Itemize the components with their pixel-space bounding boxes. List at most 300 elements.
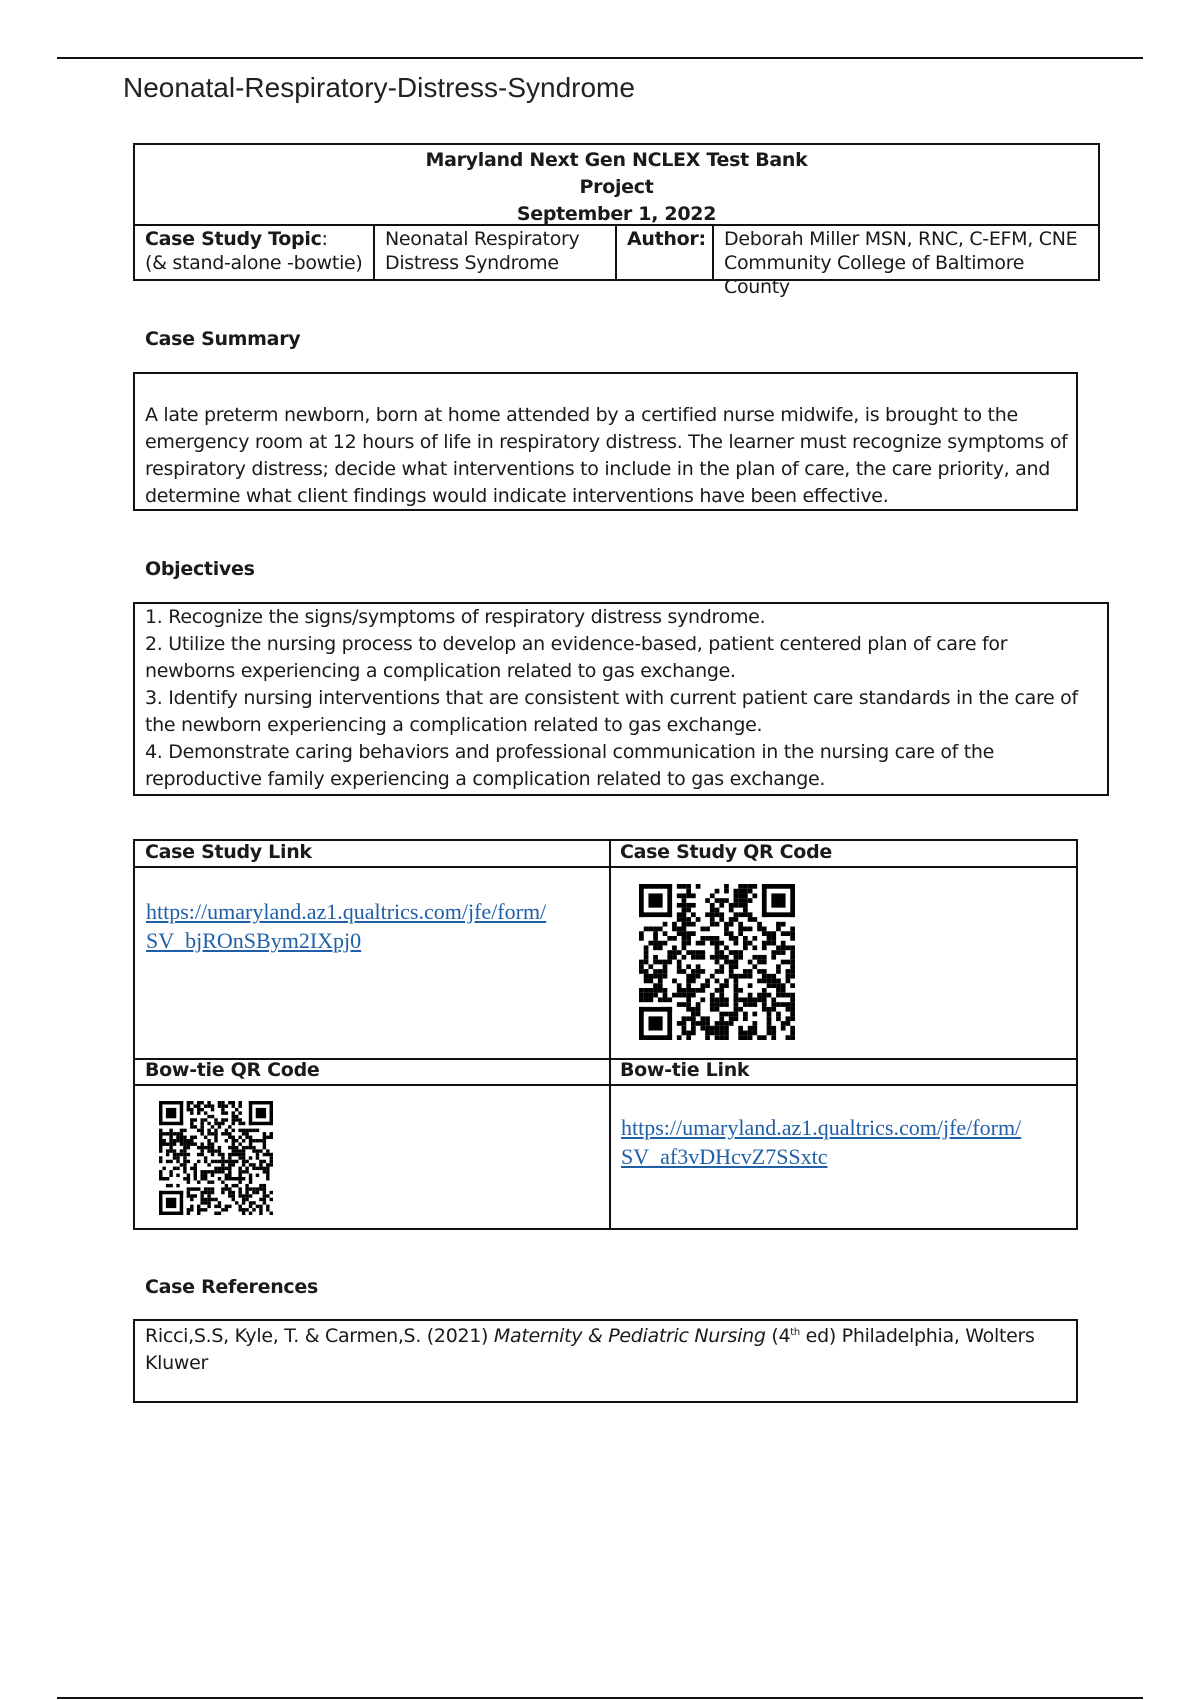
qr-module [242, 1149, 245, 1152]
qr-module [238, 1194, 241, 1197]
header-table [133, 143, 1100, 298]
qr-module [200, 1174, 203, 1177]
qr-module [214, 1212, 217, 1215]
bowtie-link-line2[interactable]: SV_af3vDHcvZ7SSxtc [621, 1144, 828, 1169]
qr-module [663, 974, 668, 979]
qr-module [159, 1146, 162, 1149]
qr-module [776, 950, 781, 955]
qr-module [183, 1139, 186, 1142]
qr-module [748, 917, 753, 922]
qr-module [663, 960, 668, 965]
qr-module [748, 993, 753, 998]
qr-module [252, 1167, 255, 1170]
qr-module [169, 1184, 172, 1187]
qr-module [242, 1132, 245, 1135]
qr-module [748, 884, 753, 889]
qr-module [235, 1184, 238, 1187]
qr-module [238, 1149, 241, 1152]
qr-module [710, 997, 715, 1002]
qr-module [225, 1129, 228, 1132]
qr-module [658, 927, 663, 932]
qr-module [738, 884, 743, 889]
qr-module [211, 1174, 214, 1177]
qr-module [162, 1139, 165, 1142]
qr-module [715, 988, 720, 993]
qr-module [266, 1149, 269, 1152]
qr-module [162, 1132, 165, 1135]
qr-module [221, 1108, 224, 1111]
qr-module [686, 941, 691, 946]
qr-module [644, 993, 649, 998]
qr-module [190, 1198, 193, 1201]
qr-module [194, 1163, 197, 1166]
qr-module [242, 1156, 245, 1159]
qr-module [700, 997, 705, 1002]
qr-module [767, 1031, 772, 1036]
qr-module [691, 955, 696, 960]
author-line1: Deborah Miller MSN, RNC, C-EFM, CNE [724, 228, 1078, 250]
qr-module [677, 931, 682, 936]
qr-module [710, 1026, 715, 1031]
qr-module [204, 1208, 207, 1211]
qr-module [194, 1177, 197, 1180]
qr-module [776, 1016, 781, 1021]
qr-module [767, 983, 772, 988]
qr-module [724, 955, 729, 960]
qr-module [200, 1191, 203, 1194]
qr-module [249, 1174, 252, 1177]
qr-module [169, 1160, 172, 1163]
qr-module [639, 960, 644, 965]
qr-module [194, 1104, 197, 1107]
qr-module [194, 1187, 197, 1190]
qr-module [757, 922, 762, 927]
qr-module [743, 936, 748, 941]
qr-module [667, 936, 672, 941]
case-study-link-header: Case Study Link [145, 841, 312, 863]
qr-module [682, 945, 687, 950]
author-value-cell [714, 226, 1098, 298]
qr-module [232, 1191, 235, 1194]
qr-module [256, 1187, 259, 1190]
qr-module [644, 950, 649, 955]
qr-module [682, 1016, 687, 1021]
qr-module [214, 1149, 217, 1152]
qr-module [176, 1132, 179, 1135]
qr-module [705, 898, 710, 903]
qr-module [748, 941, 753, 946]
qr-module [245, 1191, 248, 1194]
qr-module [225, 1208, 228, 1211]
qr-module [221, 1170, 224, 1173]
qr-module [183, 1167, 186, 1170]
qr-module [667, 884, 672, 917]
qr-module [658, 969, 663, 974]
qr-module [696, 917, 701, 922]
qr-module [743, 884, 748, 889]
qr-module [266, 1170, 269, 1173]
qr-module [790, 1035, 795, 1040]
case-references-box [133, 1319, 1078, 1403]
qr-module [762, 969, 767, 974]
qr-module [648, 893, 662, 907]
qr-module [190, 1194, 193, 1197]
qr-module [197, 1101, 200, 1104]
qr-module [238, 1153, 241, 1156]
qr-module [204, 1201, 207, 1204]
qr-module [207, 1139, 210, 1142]
qr-module [790, 960, 795, 965]
qr-module [207, 1194, 210, 1197]
qr-module [771, 941, 776, 946]
qr-module [266, 1136, 269, 1139]
qr-module [259, 1187, 262, 1190]
qr-module [221, 1160, 224, 1163]
qr-module [187, 1177, 190, 1180]
qr-module [245, 1132, 248, 1135]
qr-module [700, 955, 705, 960]
qr-module [183, 1146, 186, 1149]
qr-module [686, 908, 691, 913]
bowtie-link[interactable] [621, 1113, 1021, 1171]
qr-module [183, 1142, 186, 1145]
qr-module [677, 950, 682, 955]
qr-module [259, 1184, 262, 1187]
qr-module [743, 1002, 748, 1007]
qr-module [235, 1149, 238, 1152]
qr-module [644, 927, 649, 932]
qr-module [781, 1002, 786, 1007]
qr-module [256, 1205, 259, 1208]
qr-module [686, 988, 691, 993]
qr-module [748, 927, 753, 932]
qr-module [228, 1174, 231, 1177]
qr-module [218, 1201, 221, 1204]
qr-module [776, 1012, 781, 1017]
qr-module [249, 1142, 252, 1145]
qr-module [221, 1132, 224, 1135]
qr-module [200, 1170, 203, 1173]
objective-item: 1. Recognize the signs/symptoms of respiratory distress syndrome. [145, 606, 766, 628]
qr-module [762, 912, 795, 917]
qr-module [232, 1139, 235, 1142]
case-study-qr-header: Case Study QR Code [620, 841, 832, 863]
qr-module [743, 945, 748, 950]
qr-module [729, 936, 734, 941]
case-summary-text: A late preterm newborn, born at home attended by a certified nurse midwife, is brought to the emergency room at 12 hours of life in respiratory distress. The learner must recognize symptoms of respiratory distress; decide what interventions to include in the plan of care, the care priority, and determine what client findings would indicate interventions have been effective. [145, 404, 1068, 507]
qr-module [715, 1035, 720, 1040]
qr-module [218, 1177, 221, 1180]
qr-module [169, 1170, 172, 1173]
qr-module [270, 1156, 273, 1159]
qr-module [653, 974, 658, 979]
qr-module [263, 1187, 266, 1190]
qr-module [242, 1129, 245, 1132]
qr-module [225, 1167, 228, 1170]
qr-module [214, 1129, 217, 1132]
qr-module [180, 1101, 183, 1125]
qr-module [738, 1026, 743, 1031]
qr-module [767, 931, 772, 936]
qr-module [639, 1007, 644, 1040]
objectives-label: Objectives [145, 558, 255, 580]
qr-module [790, 969, 795, 974]
qr-module [724, 884, 729, 889]
qr-module [263, 1198, 266, 1201]
qr-module [682, 908, 687, 913]
qr-module [639, 1035, 672, 1040]
qr-module [648, 927, 653, 932]
qr-module [166, 1108, 176, 1118]
qr-module [242, 1170, 245, 1173]
qr-module [218, 1160, 221, 1163]
qr-module [686, 917, 691, 922]
qr-module [204, 1156, 207, 1159]
qr-module [719, 1026, 724, 1031]
qr-module [211, 1160, 214, 1163]
qr-module [180, 1142, 183, 1145]
qr-module [691, 893, 696, 898]
qr-module [200, 1149, 203, 1152]
qr-module [781, 988, 786, 993]
qr-module [197, 1180, 200, 1183]
qr-module [691, 1021, 696, 1026]
qr-module [242, 1122, 245, 1125]
qr-module [169, 1174, 172, 1177]
qr-module [734, 983, 739, 988]
qr-module [715, 1002, 720, 1007]
qr-module [696, 974, 701, 979]
qr-module [786, 1021, 791, 1026]
qr-module [194, 1118, 197, 1121]
qr-module [715, 950, 720, 955]
qr-module [667, 960, 672, 965]
qr-module [767, 1012, 772, 1017]
qr-module [187, 1208, 190, 1211]
qr-module [790, 950, 795, 955]
qr-module [677, 988, 682, 993]
qr-module [221, 1156, 224, 1159]
qr-module [190, 1118, 193, 1121]
header-title-line1: Maryland Next Gen NCLEX Test Bank [425, 149, 808, 171]
qr-module [242, 1163, 245, 1166]
qr-module [238, 1205, 241, 1208]
qr-module [221, 1187, 224, 1190]
qr-module [176, 1160, 179, 1163]
qr-module [270, 1160, 273, 1163]
qr-module [245, 1194, 248, 1197]
qr-module [187, 1142, 190, 1145]
case-study-link-line1[interactable]: https://umaryland.az1.qualtrics.com/jfe/form/ [146, 899, 547, 924]
bowtie-link-line1[interactable]: https://umaryland.az1.qualtrics.com/jfe/form/ [621, 1115, 1022, 1140]
qr-module [767, 936, 772, 941]
qr-module [771, 936, 776, 941]
qr-module [743, 1031, 748, 1036]
qr-module [715, 889, 720, 894]
qr-module [259, 1198, 262, 1201]
qr-module [221, 1153, 224, 1156]
qr-module [762, 1002, 767, 1007]
qr-module [719, 903, 724, 908]
qr-module [719, 1031, 724, 1036]
qr-module [677, 960, 682, 965]
qr-module [748, 1035, 753, 1040]
qr-module [682, 912, 687, 917]
qr-module [252, 1149, 255, 1152]
qr-module [786, 974, 791, 979]
qr-module [235, 1108, 238, 1111]
qr-module [734, 988, 739, 993]
qr-module [183, 1153, 186, 1156]
qr-module [190, 1167, 193, 1170]
qr-module [270, 1198, 273, 1201]
qr-module [214, 1198, 217, 1201]
qr-module [159, 1142, 162, 1145]
qr-module [266, 1194, 269, 1197]
qr-module [232, 1101, 235, 1104]
qr-module [752, 917, 757, 922]
case-study-link-line2[interactable]: SV_bjROnSBym2IXpj0 [146, 928, 362, 953]
qr-module [245, 1160, 248, 1163]
qr-module [200, 1201, 203, 1204]
qr-module [696, 884, 701, 889]
qr-module [696, 1007, 701, 1012]
topic-sublabel: (& stand-alone -bowtie) [145, 252, 363, 274]
qr-module [218, 1167, 221, 1170]
qr-module [762, 884, 795, 889]
qr-module [190, 1122, 193, 1125]
qr-module [734, 1007, 739, 1012]
qr-module [270, 1212, 273, 1215]
qr-module [738, 974, 743, 979]
qr-module [748, 997, 753, 1002]
qr-module [786, 1002, 791, 1007]
qr-module [242, 1139, 245, 1142]
qr-module [696, 964, 701, 969]
qr-module [235, 1201, 238, 1204]
qr-module [648, 1016, 662, 1030]
qr-module [700, 941, 705, 946]
qr-module [245, 1136, 248, 1139]
qr-module [738, 1007, 743, 1012]
qr-module [653, 927, 658, 932]
qr-module [259, 1167, 262, 1170]
qr-module [207, 1104, 210, 1107]
qr-module [752, 884, 757, 889]
qr-module [686, 979, 691, 984]
qr-module [748, 889, 753, 894]
qr-module [729, 969, 734, 974]
qr-module [166, 1142, 169, 1145]
case-study-link[interactable] [146, 897, 546, 955]
qr-module [232, 1111, 235, 1114]
qr-module [682, 1026, 687, 1031]
qr-module [218, 1205, 221, 1208]
qr-module [252, 1129, 255, 1132]
qr-module [672, 955, 677, 960]
qr-module [221, 1122, 224, 1125]
qr-module [238, 1142, 241, 1145]
qr-module [696, 969, 701, 974]
topic-value-line2: Distress Syndrome [385, 252, 559, 274]
qr-module [710, 974, 715, 979]
qr-module [719, 955, 724, 960]
qr-module [235, 1118, 238, 1121]
qr-module [207, 1101, 210, 1104]
qr-module [752, 1026, 757, 1031]
qr-module [691, 969, 696, 974]
header-info-row [135, 224, 1098, 298]
qr-module [256, 1174, 259, 1177]
qr-module [204, 1177, 207, 1180]
qr-module [207, 1163, 210, 1166]
qr-module [729, 931, 734, 936]
qr-module [190, 1111, 193, 1114]
qr-module [682, 988, 687, 993]
qr-module [200, 1177, 203, 1180]
qr-module [719, 993, 724, 998]
qr-module [786, 931, 791, 936]
qr-module [705, 1016, 710, 1021]
qr-module [648, 993, 653, 998]
qr-module [771, 955, 776, 960]
qr-module [207, 1191, 210, 1194]
qr-module [667, 950, 672, 955]
objective-item: 4. Demonstrate caring behaviors and professional communication in the nursing care of the reproductive family experiencing a complication related to gas exchange. [145, 741, 995, 790]
qr-module [762, 974, 767, 979]
qr-module [266, 1153, 269, 1156]
qr-module [700, 983, 705, 988]
qr-module [200, 1198, 203, 1201]
qr-module [252, 1163, 255, 1166]
qr-module [211, 1170, 214, 1173]
header-date: September 1, 2022 [516, 203, 717, 225]
qr-module [667, 997, 672, 1002]
qr-module [776, 988, 781, 993]
qr-module [180, 1163, 183, 1166]
qr-module [232, 1146, 235, 1149]
qr-module [734, 979, 739, 984]
qr-module [207, 1180, 210, 1183]
qr-module [672, 950, 677, 955]
qr-module [639, 936, 644, 941]
qr-module [228, 1191, 231, 1194]
qr-module [734, 974, 739, 979]
qr-module [207, 1129, 210, 1132]
qr-module [228, 1156, 231, 1159]
qr-module [238, 1111, 241, 1114]
qr-module [719, 1012, 724, 1017]
qr-module [743, 908, 748, 913]
qr-module [677, 1002, 682, 1007]
qr-module [204, 1191, 207, 1194]
qr-module [263, 1153, 266, 1156]
qr-module [781, 941, 786, 946]
qr-module [686, 1035, 691, 1040]
qr-module [738, 927, 743, 932]
qr-module [197, 1153, 200, 1156]
qr-module [166, 1153, 169, 1156]
qr-module [159, 1101, 162, 1125]
qr-module [658, 960, 663, 965]
qr-module [242, 1160, 245, 1163]
qr-module [263, 1136, 266, 1139]
qr-module [249, 1139, 252, 1142]
qr-module [266, 1177, 269, 1180]
qr-module [653, 941, 658, 946]
qr-module [166, 1184, 169, 1187]
qr-module [686, 997, 691, 1002]
